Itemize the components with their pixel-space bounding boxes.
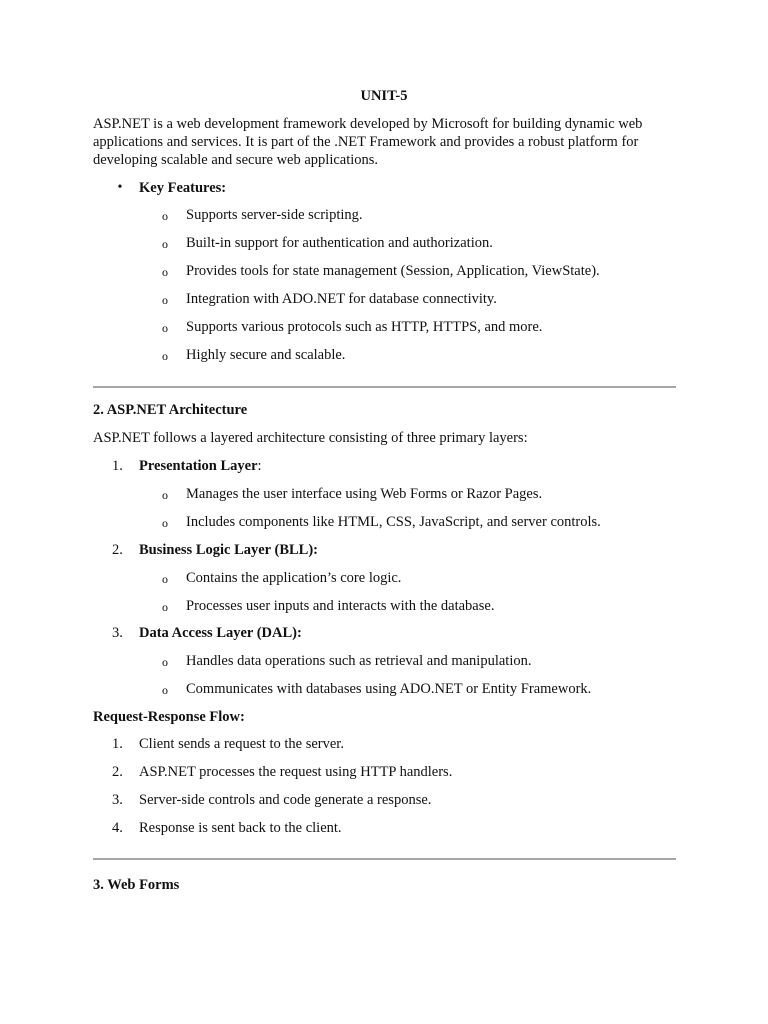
sub-bullet-marker: o <box>162 237 168 251</box>
layer-title <box>139 457 262 475</box>
list-number: 3. <box>112 792 123 808</box>
layer-title <box>139 541 318 559</box>
list-item: Communicates with databases using ADO.NET or Entity Framework. <box>186 681 592 697</box>
list-item: Contains the application’s core logic. <box>186 570 402 586</box>
sub-bullet-marker: o <box>162 265 168 279</box>
section-heading-web-forms: 3. Web Forms <box>93 877 180 893</box>
section-heading-architecture: 2. ASP.NET Architecture <box>93 402 248 418</box>
list-item: Processes user inputs and interacts with the database. <box>186 598 495 614</box>
sub-bullet-marker: o <box>162 321 168 335</box>
bullet-marker: • <box>117 180 123 195</box>
list-item: Built-in support for authentication and authorization. <box>186 235 493 251</box>
list-item: Manages the user interface using Web Forms or Razor Pages. <box>186 486 543 502</box>
list-item: Provides tools for state management (Session, Application, ViewState). <box>186 263 600 279</box>
list-number: 1. <box>112 736 123 752</box>
list-item: Supports server-side scripting. <box>186 207 363 223</box>
list-item: Handles data operations such as retrieval and manipulation. <box>186 653 532 669</box>
sub-bullet-marker: o <box>162 600 168 614</box>
intro-paragraph: ASP.NET is a web development framework developed by Microsoft for building dynamic web applications and services. It is part of the .NET Framework and provides a robust platform for developing scalable and secure web applications. <box>93 116 643 168</box>
layer-name: Presentation Layer <box>139 458 258 474</box>
list-item: Highly secure and scalable. <box>186 347 346 363</box>
layer-name: Business Logic Layer (BLL): <box>139 542 318 558</box>
page-title: UNIT-5 <box>360 88 408 104</box>
sub-bullet-marker: o <box>162 516 168 530</box>
list-number: 2. <box>112 764 123 780</box>
architecture-intro: ASP.NET follows a layered architecture consisting of three primary layers: <box>93 430 528 446</box>
horizontal-rule <box>93 386 676 388</box>
list-item: Includes components like HTML, CSS, JavaScript, and server controls. <box>186 514 601 530</box>
sub-bullet-marker: o <box>162 293 168 307</box>
flow-step: Response is sent back to the client. <box>139 820 342 836</box>
sub-bullet-marker: o <box>162 209 168 223</box>
list-number: 2. <box>112 542 123 558</box>
sub-bullet-marker: o <box>162 572 168 586</box>
horizontal-rule <box>93 858 676 860</box>
flow-step: Server-side controls and code generate a response. <box>139 792 432 808</box>
key-features-label: Key Features: <box>139 180 227 196</box>
sub-bullet-marker: o <box>162 683 168 697</box>
list-number: 1. <box>112 458 123 474</box>
list-item: Supports various protocols such as HTTP, HTTPS, and more. <box>186 319 543 335</box>
sub-bullet-marker: o <box>162 488 168 502</box>
layer-title <box>139 624 302 642</box>
list-item: Integration with ADO.NET for database connectivity. <box>186 291 497 307</box>
flow-step: Client sends a request to the server. <box>139 736 344 752</box>
list-number: 4. <box>112 820 123 836</box>
layer-name: Data Access Layer (DAL): <box>139 625 302 641</box>
flow-step: ASP.NET processes the request using HTTP handlers. <box>139 764 453 780</box>
sub-bullet-marker: o <box>162 349 168 363</box>
sub-bullet-marker: o <box>162 655 168 669</box>
layer-suffix: : <box>257 458 262 474</box>
flow-heading: Request-Response Flow: <box>93 709 245 725</box>
list-number: 3. <box>112 625 123 641</box>
